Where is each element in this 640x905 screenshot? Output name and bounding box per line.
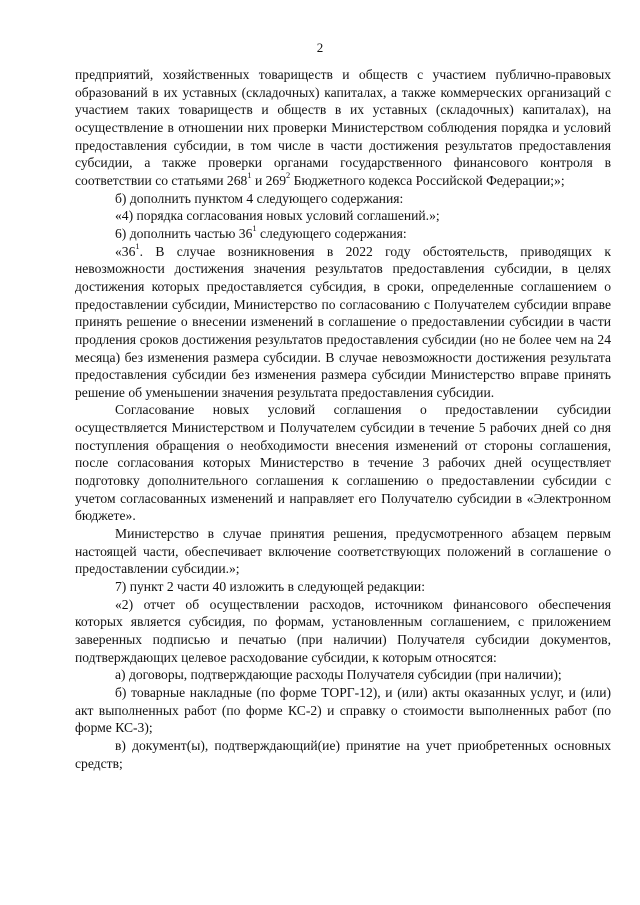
text-run: «36 [115, 243, 136, 259]
text-run: б) товарные накладные (по форме ТОРГ-12), и (или) акты оказанных услуг, и (или) акт выполненных работ (по форме КС-2) и справку о стоимости выполненных работ (по форме КС-3); [75, 684, 611, 736]
text-run: предприятий, хозяйственных товариществ и обществ с участием публично-правовых образований в их уставных (складочных) капиталах, а также коммерческих организаций с участием таких товариществ и обществ в их уставных (складочных) капиталах), на осуществление в отношении них проверки Министерством соблюдения порядка и условий предоставления субсидии, в том числе в части достижения результатов предоставления субсидии, а также проверки органами государственного финансового контроля в соответствии со статьями 268 [75, 67, 611, 188]
superscript: 1 [247, 170, 252, 181]
text-run: б) дополнить пунктом 4 следующего содержания: [115, 190, 404, 206]
paragraph-p6 [75, 401, 611, 525]
paragraph-p10 [75, 666, 611, 684]
text-run: в) документ(ы), подтверждающий(ие) принятие на учет приобретенных основных средств; [75, 737, 611, 771]
paragraph-p5 [75, 240, 611, 402]
paragraph-p2 [75, 190, 611, 208]
paragraph-p12 [75, 737, 611, 772]
text-run: и 269 [251, 172, 287, 188]
text-run: а) договоры, подтверждающие расходы Получателя субсидии (при наличии); [115, 667, 562, 683]
paragraph-p4 [75, 225, 611, 243]
text-run: «2) отчет об осуществлении расходов, источником финансового обеспечения которых является субсидия, по формам, установленным соглашением, с приложением заверенных подписью и печатью (при наличии) Получателя субсидии документов, подтверждающих целевое расходование субсидии, к которым относятся: [75, 596, 611, 665]
paragraph-p1 [75, 66, 611, 190]
paragraph-p8 [75, 578, 611, 596]
text-run: Согласование новых условий соглашения о предоставлении субсидии осуществляется Министерством и Получателем субсидии в течение 5 рабочих дней со дня поступления обращения о необходимости внесения изменений от стороны соглашения, после согласования которых Министерство в течение 3 рабочих дней осуществляет подготовку дополнительного соглашения к соглашению о предоставлении субсидии с учетом согласованных изменений и направляет его Получателю субсидии в «Электронном бюджете». [75, 402, 611, 524]
superscript: 1 [135, 240, 140, 251]
paragraph-p3 [75, 207, 611, 225]
page-number: 2 [316, 40, 324, 55]
paragraph-p9 [75, 596, 611, 667]
text-run: 7) пункт 2 части 40 изложить в следующей редакции: [115, 579, 425, 595]
paragraph-p7 [75, 525, 611, 578]
superscript: 1 [252, 223, 257, 234]
text-run: Бюджетного кодекса Российской Федерации;»; [290, 172, 565, 188]
text-run: «4) порядка согласования новых условий соглашений.»; [115, 208, 440, 224]
superscript: 2 [286, 170, 291, 181]
text-run: . В случае возникновения в 2022 году обстоятельств, приводящих к невозможности достижения значения результатов предоставления субсидии, в целях достижения которых предоставляется субсидия, в сроки, определенные соглашением о предоставлении субсидии, Министерство по согласованию с Получателем субсидии вправе принять решение о внесении изменений в соглашение о предоставлении субсидии в части продления сроков достижения результатов предоставления субсидии (но не более чем на 24 месяца) без изменения размера субсидии. В случае невозможности достижения результата предоставления субсидии без изменения размера субсидии Министерство вправе принять решение об уменьшении значения результата предоставления субсидии. [75, 243, 611, 400]
text-run: следующего содержания: [256, 225, 407, 241]
document-body [75, 66, 611, 772]
text-run: 6) дополнить частью 36 [115, 225, 253, 241]
paragraph-p11 [75, 684, 611, 737]
text-run: Министерство в случае принятия решения, предусмотренного абзацем первым настоящей части, обеспечивает включение соответствующих положений в соглашение о предоставлении субсидии.»; [75, 526, 611, 577]
